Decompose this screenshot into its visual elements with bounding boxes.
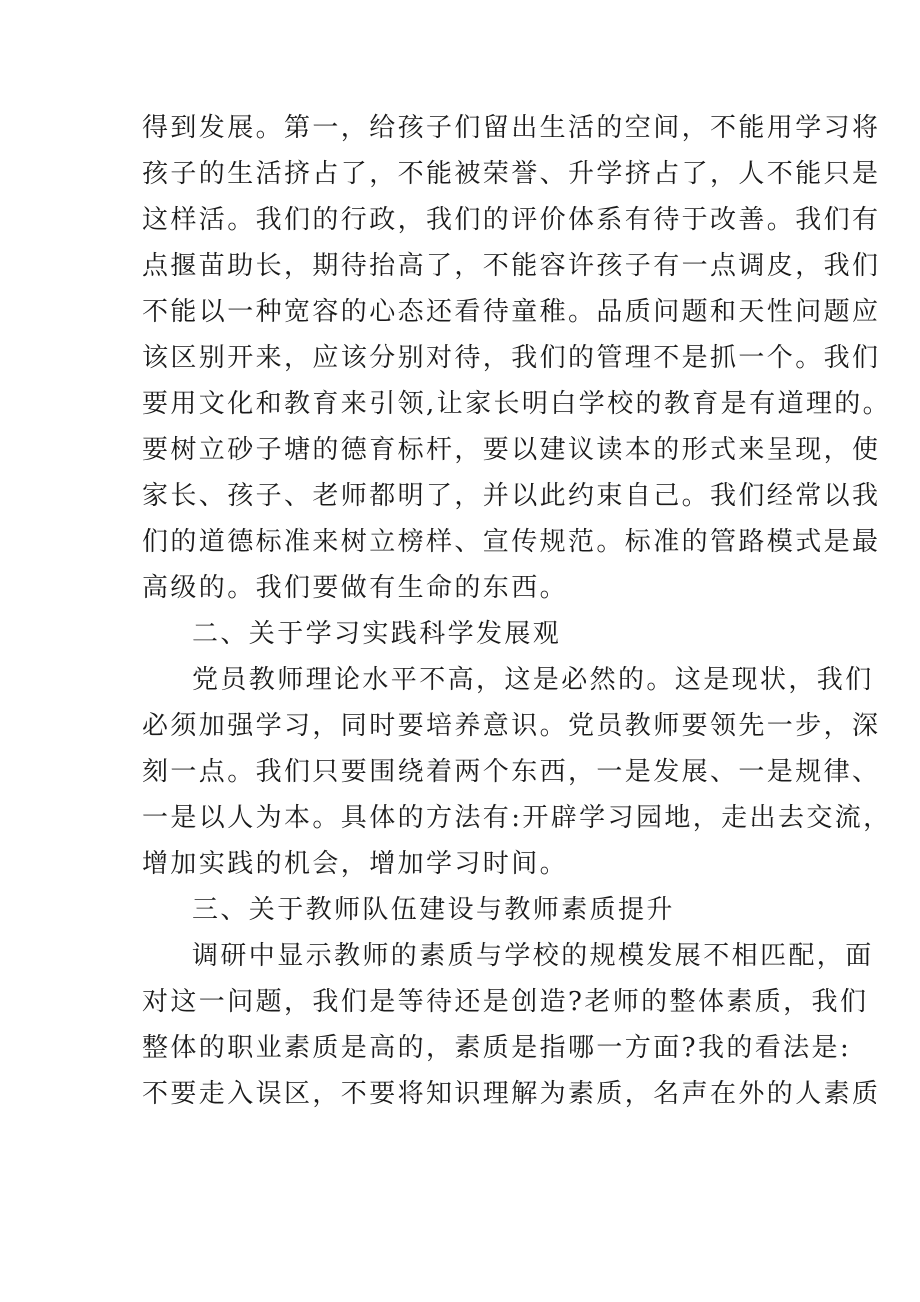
section-heading-2: 二、关于学习实践科学发展观 [192,619,562,649]
text-line: 增加实践的机会，增加学习时间。 [142,849,569,879]
text-line: 家长、孩子、老师都明了，并以此约束自己。我们经常以我 [142,481,881,511]
text-line: 不能以一种宽容的心态还看待童稚。品质问题和天性问题应 [142,297,881,327]
text-line: 党员教师理论水平不高，这是必然的。这是现状，我们 [192,665,874,695]
text-line: 们的道德标准来树立榜样、宣传规范。标准的管路模式是最 [142,527,881,557]
text-line: 必须加强学习，同时要培养意识。党员教师要领先一步，深 [142,711,881,741]
text-line: 这样活。我们的行政，我们的评价体系有待于改善。我们有 [142,205,881,235]
text-line: 对这一问题，我们是等待还是创造?老师的整体素质，我们 [142,987,869,1017]
text-line: 调研中显示教师的素质与学校的规模发展不相匹配，面 [192,941,874,971]
text-line: 孩子的生活挤占了，不能被荣誉、升学挤占了，人不能只是 [142,159,881,189]
text-line: 整体的职业素质是高的，素质是指哪一方面?我的看法是: [142,1033,852,1063]
text-line: 高级的。我们要做有生命的东西。 [142,573,569,603]
text-line: 点揠苗助长，期待抬高了，不能容许孩子有一点调皮，我们 [142,251,881,281]
text-line: 该区别开来，应该分别对待，我们的管理不是抓一个。我们 [142,343,881,373]
document-body [142,105,892,1117]
text-line: 一是以人为本。具体的方法有:开辟学习园地，走出去交流， [142,803,892,833]
text-line: 要用文化和教育来引领,让家长明白学校的教育是有道理的。 [142,389,892,419]
text-line: 不要走入误区，不要将知识理解为素质，名声在外的人素质 [142,1079,881,1109]
text-line: 刻一点。我们只要围绕着两个东西，一是发展、一是规律、 [142,757,881,787]
section-heading-3: 三、关于教师队伍建设与教师素质提升 [192,895,675,925]
text-line: 得到发展。第一，给孩子们留出生活的空间，不能用学习将 [142,113,881,143]
text-line: 要树立砂子塘的德育标杆，要以建议读本的形式来呈现，使 [142,435,881,465]
